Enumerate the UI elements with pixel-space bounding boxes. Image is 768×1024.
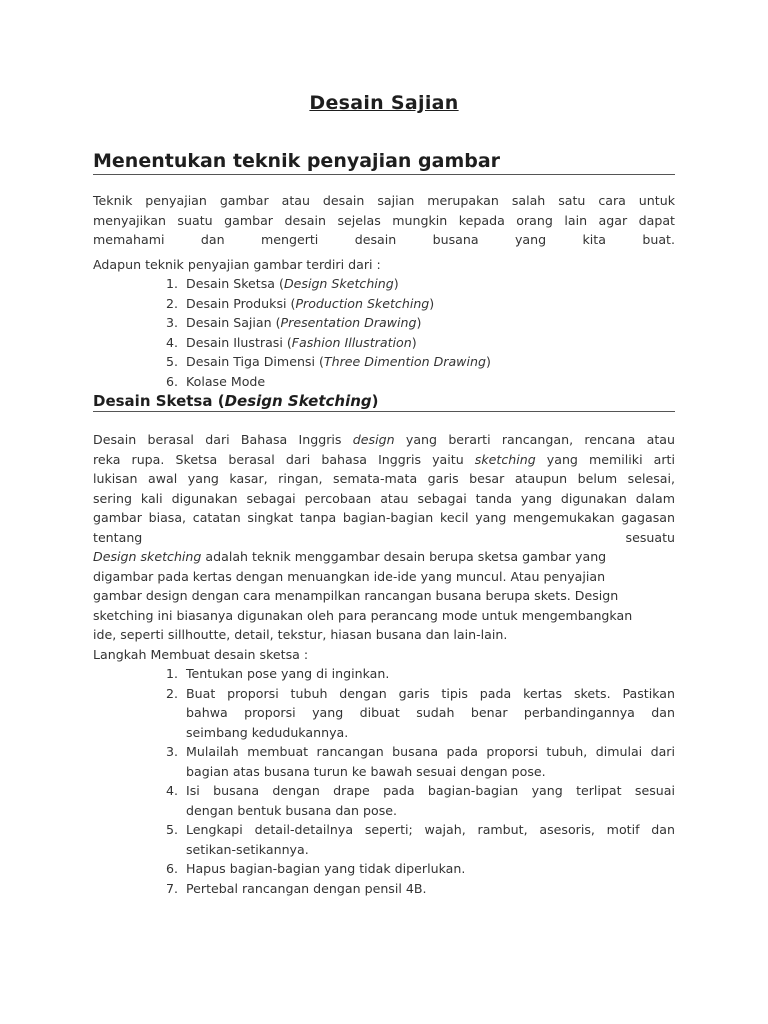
list-number: 1. [165, 666, 178, 681]
design-sketching-paragraph [93, 547, 675, 645]
list-item [0, 742, 768, 781]
sketch-definition-paragraph [93, 430, 675, 547]
list-number: 3. [165, 744, 178, 759]
list-number: 4. [165, 783, 178, 798]
list-number: 7. [165, 880, 178, 896]
paragraph-line: sering kali digunakan sebagai percobaan atau sebagai tanda yang digunakan dalam [93, 490, 675, 506]
paragraph-line: tentang sesuatu [93, 529, 675, 545]
list-text: Desain Tiga Dimensi (Three Dimention Drawing) [186, 354, 491, 369]
list-item [0, 372, 768, 392]
list-text: dengan bentuk busana dan pose. [186, 802, 398, 818]
list-item [0, 781, 768, 820]
paragraph-line: digambar pada kertas dengan menuangkan ide-ide yang muncul. Atau penyajian [93, 568, 606, 584]
list-number: 5. [165, 822, 178, 837]
list-number: 4. [165, 334, 178, 350]
paragraph-line: lukisan awal yang kasar, ringan, semata-mata garis besar ataupun belum selesai, [93, 471, 675, 486]
section-heading-teknik-penyajian: Menentukan teknik penyajian gambar [93, 150, 675, 175]
list-item [0, 274, 768, 294]
document-title: Desain Sajian [309, 92, 459, 114]
section-heading-desain-sketsa: Desain Sketsa (Design Sketching) [93, 392, 675, 412]
list-number: 6. [165, 861, 178, 876]
list-text: Pertebal rancangan dengan pensil 4B. [186, 880, 427, 896]
technique-list [0, 274, 768, 391]
list-text: Lengkapi detail-detailnya seperti; wajah, rambut, asesoris, motif dan [186, 822, 675, 837]
list-text: Hapus bagian-bagian yang tidak diperlukan. [186, 861, 466, 876]
intro-paragraph [93, 191, 675, 250]
paragraph-line: gambar biasa, catatan singkat tanpa bagian-bagian kecil yang mengemukakan gagasan [93, 510, 675, 525]
paragraph-line: gambar design dengan cara menampilkan rancangan busana berupa skets. Design [93, 588, 619, 603]
list-text: Kolase Mode [186, 373, 266, 389]
list-text: setikan-setikannya. [186, 841, 309, 857]
list-item [0, 684, 768, 743]
list-item [0, 664, 768, 684]
list-text: Tentukan pose yang di inginkan. [186, 666, 390, 681]
paragraph-line: menyajikan suatu gambar desain sejelas mungkin kepada orang lain agar dapat [93, 212, 675, 228]
list-item [0, 294, 768, 314]
list-text: Desain Sketsa (Design Sketching) [186, 276, 399, 291]
list-number: 2. [165, 685, 178, 701]
list-number: 6. [165, 373, 178, 389]
paragraph-line: reka rupa. Sketsa berasal dari bahasa Inggris yaitu sketching yang memiliki arti [93, 451, 675, 467]
list-number: 5. [165, 354, 178, 369]
list-text: Isi busana dengan drape pada bagian-bagian yang terlipat sesuai [186, 783, 675, 798]
list-intro: Adapun teknik penyajian gambar terdiri dari : [93, 257, 381, 272]
list-item [0, 820, 768, 859]
list-number: 2. [165, 295, 178, 311]
list-text: Desain Sajian (Presentation Drawing) [186, 315, 422, 330]
list-item [0, 313, 768, 333]
paragraph-line: Design sketching adalah teknik menggambar desain berupa sketsa gambar yang [93, 549, 607, 564]
list-text: Desain Ilustrasi (Fashion Illustration) [186, 334, 417, 350]
list-item [0, 352, 768, 372]
list-text: Desain Produksi (Production Sketching) [186, 295, 435, 311]
list-number: 1. [165, 276, 178, 291]
paragraph-line: sketching ini biasanya digunakan oleh para perancang mode untuk mengembangkan [93, 607, 633, 623]
list-number: 3. [165, 315, 178, 330]
list-item [0, 879, 768, 899]
paragraph-line: Desain berasal dari Bahasa Inggris design yang berarti rancangan, rencana atau [93, 432, 675, 447]
steps-intro: Langkah Membuat desain sketsa : [93, 647, 309, 662]
paragraph-line: Teknik penyajian gambar atau desain sajian merupakan salah satu cara untuk [93, 193, 675, 208]
list-text: Mulailah membuat rancangan busana pada proporsi tubuh, dimulai dari [186, 744, 675, 759]
paragraph-line: ide, seperti sillhoutte, detail, tekstur, hiasan busana dan lain-lain. [93, 627, 508, 642]
paragraph-line: memahami dan mengerti desain busana yang kita buat. [93, 232, 675, 247]
steps-list [0, 664, 768, 898]
list-item [0, 333, 768, 353]
list-text: bagian atas busana turun ke bawah sesuai dengan pose. [186, 763, 546, 779]
list-text: Buat proporsi tubuh dengan garis tipis pada kertas skets. Pastikan [186, 685, 675, 701]
list-text: bahwa proporsi yang dibuat sudah benar perbandingannya dan [186, 705, 675, 720]
list-text: seimbang kedudukannya. [186, 724, 349, 740]
list-item [0, 859, 768, 879]
